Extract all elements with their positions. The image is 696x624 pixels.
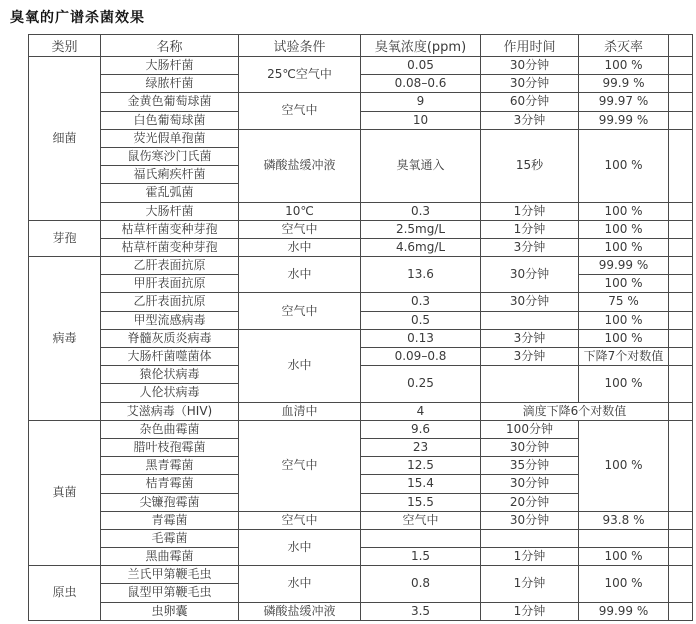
- concentration-cell: [361, 529, 481, 547]
- concentration-cell: 0.5: [361, 311, 481, 329]
- name-cell: 脊髓灰质炎病毒: [101, 329, 239, 347]
- clipped-extra-cell: [669, 220, 693, 238]
- time-cell: [481, 529, 579, 547]
- table-row: [29, 311, 693, 329]
- condition-cell: 血清中: [239, 402, 361, 420]
- name-cell: 甲肝表面抗原: [101, 275, 239, 293]
- killrate-cell: 75 %: [579, 293, 669, 311]
- concentration-cell: 23: [361, 438, 481, 456]
- table-row: [29, 293, 693, 311]
- clipped-extra-cell: [669, 57, 693, 75]
- column-header-category: 类别: [29, 35, 101, 57]
- name-cell: 黑曲霉菌: [101, 548, 239, 566]
- time-cell: 15秒: [481, 129, 579, 202]
- concentration-cell: 15.4: [361, 475, 481, 493]
- time-cell: 3分钟: [481, 238, 579, 256]
- killrate-cell: 100 %: [579, 566, 669, 602]
- killrate-cell: 100 %: [579, 238, 669, 256]
- column-header-time: 作用时间: [481, 35, 579, 57]
- page: [0, 7, 696, 621]
- killrate-cell: 93.8 %: [579, 511, 669, 529]
- clipped-extra-cell: [669, 202, 693, 220]
- table-row: [29, 602, 693, 620]
- clipped-extra-cell: [669, 93, 693, 111]
- killrate-cell: 100 %: [579, 366, 669, 402]
- name-cell: 大肠杆菌: [101, 202, 239, 220]
- condition-cell: 25℃空气中: [239, 57, 361, 93]
- name-cell: 大肠杆菌: [101, 57, 239, 75]
- table-body: [29, 57, 693, 621]
- clipped-extra-cell: [669, 311, 693, 329]
- concentration-cell: 12.5: [361, 457, 481, 475]
- name-cell: 尖镰孢霉菌: [101, 493, 239, 511]
- killrate-cell: 100 %: [579, 202, 669, 220]
- name-cell: 兰氏甲第鞭毛虫: [101, 566, 239, 584]
- name-cell: 人伦状病毒: [101, 384, 239, 402]
- clipped-extra-cell: [669, 602, 693, 620]
- condition-cell: 空气中: [239, 511, 361, 529]
- time-cell: 1分钟: [481, 202, 579, 220]
- killrate-cell: 100 %: [579, 420, 669, 511]
- concentration-cell: 0.3: [361, 293, 481, 311]
- concentration-cell: 臭氧通入: [361, 129, 481, 202]
- table-row: [29, 566, 693, 584]
- time-cell: 3分钟: [481, 329, 579, 347]
- category-cell: 病毒: [29, 257, 101, 421]
- table-row: [29, 366, 693, 384]
- name-cell: 杂色曲霉菌: [101, 420, 239, 438]
- concentration-cell: 0.05: [361, 57, 481, 75]
- table-row: [29, 257, 693, 275]
- time-cell: 30分钟: [481, 293, 579, 311]
- killrate-cell: 100 %: [579, 129, 669, 202]
- killrate-cell: 100 %: [579, 311, 669, 329]
- time-cell: 100分钟: [481, 420, 579, 438]
- killrate-cell: 99.99 %: [579, 111, 669, 129]
- killrate-cell: 99.99 %: [579, 602, 669, 620]
- concentration-cell: 4: [361, 402, 481, 420]
- condition-cell: 水中: [239, 566, 361, 602]
- table-row: [29, 548, 693, 566]
- concentration-cell: 13.6: [361, 257, 481, 293]
- table-row: [29, 529, 693, 547]
- clipped-extra-cell: [669, 257, 693, 275]
- concentration-cell: 0.09–0.8: [361, 348, 481, 366]
- condition-cell: 10℃: [239, 202, 361, 220]
- name-cell: 鼠伤寒沙门氏菌: [101, 147, 239, 165]
- table-row: [29, 93, 693, 111]
- table-row: [29, 511, 693, 529]
- condition-cell: 空气中: [239, 293, 361, 329]
- table-header: [29, 35, 693, 57]
- concentration-cell: 0.25: [361, 366, 481, 402]
- column-header-killrate: 杀灭率: [579, 35, 669, 57]
- name-cell: 白色葡萄球菌: [101, 111, 239, 129]
- killrate-cell: 100 %: [579, 275, 669, 293]
- condition-cell: 水中: [239, 257, 361, 293]
- table-row: [29, 57, 693, 75]
- name-cell: 枯草杆菌变种芽孢: [101, 220, 239, 238]
- condition-cell: 水中: [239, 238, 361, 256]
- condition-cell: 空气中: [239, 93, 361, 129]
- name-cell: 毛霉菌: [101, 529, 239, 547]
- time-cell: 30分钟: [481, 511, 579, 529]
- clipped-extra-cell: [669, 402, 693, 420]
- concentration-cell: 2.5mg/L: [361, 220, 481, 238]
- name-cell: 霍乱弧菌: [101, 184, 239, 202]
- category-cell: 原虫: [29, 566, 101, 621]
- killrate-cell: 100 %: [579, 57, 669, 75]
- clipped-extra-cell: [669, 511, 693, 529]
- name-cell: 桔青霉菌: [101, 475, 239, 493]
- concentration-cell: 4.6mg/L: [361, 238, 481, 256]
- clipped-extra-cell: [669, 366, 693, 402]
- concentration-cell: 0.08–0.6: [361, 75, 481, 93]
- time-cell: 1分钟: [481, 220, 579, 238]
- table-row: [29, 75, 693, 93]
- name-cell: 绿脓杆菌: [101, 75, 239, 93]
- header-row: [29, 35, 693, 57]
- condition-cell: 空气中: [239, 420, 361, 511]
- category-cell: 细菌: [29, 57, 101, 221]
- table-row: [29, 329, 693, 347]
- table-row: [29, 220, 693, 238]
- concentration-cell: 9.6: [361, 420, 481, 438]
- time-cell: 60分钟: [481, 93, 579, 111]
- time-cell: 30分钟: [481, 438, 579, 456]
- name-cell: 金黄色葡萄球菌: [101, 93, 239, 111]
- concentration-cell: 10: [361, 111, 481, 129]
- clipped-extra-cell: [669, 566, 693, 602]
- condition-cell: 水中: [239, 329, 361, 402]
- time-cell: 1分钟: [481, 566, 579, 602]
- condition-cell: 磷酸盐缓冲液: [239, 602, 361, 620]
- killrate-cell: 下降7个对数值: [579, 348, 669, 366]
- time-cell: 30分钟: [481, 475, 579, 493]
- clipped-extra-cell: [669, 275, 693, 293]
- killrate-cell: 99.9 %: [579, 75, 669, 93]
- column-header-concentration: 臭氧浓度(ppm): [361, 35, 481, 57]
- concentration-cell: 9: [361, 93, 481, 111]
- column-header-condition: 试验条件: [239, 35, 361, 57]
- table-row: [29, 420, 693, 438]
- name-cell: 枯草杆菌变种芽孢: [101, 238, 239, 256]
- name-cell: 福氏痢疾杆菌: [101, 166, 239, 184]
- time-cell: 3分钟: [481, 111, 579, 129]
- time-cell: 20分钟: [481, 493, 579, 511]
- name-cell: 乙肝表面抗原: [101, 293, 239, 311]
- killrate-cell: 99.99 %: [579, 257, 669, 275]
- concentration-cell: 0.13: [361, 329, 481, 347]
- clipped-extra-cell: [669, 238, 693, 256]
- condition-cell: 空气中: [239, 220, 361, 238]
- killrate-cell: 99.97 %: [579, 93, 669, 111]
- table-row: [29, 129, 693, 147]
- name-cell: 大肠杆菌噬菌体: [101, 348, 239, 366]
- concentration-cell: 1.5: [361, 548, 481, 566]
- clipped-extra-cell: [669, 348, 693, 366]
- killrate-cell: 100 %: [579, 548, 669, 566]
- concentration-cell: 15.5: [361, 493, 481, 511]
- category-cell: 真菌: [29, 420, 101, 566]
- table-row: [29, 202, 693, 220]
- clipped-extra-cell: [669, 548, 693, 566]
- clipped-extra-cell: [669, 529, 693, 547]
- table-row: [29, 238, 693, 256]
- name-cell: 猿伦状病毒: [101, 366, 239, 384]
- time-cell: [481, 366, 579, 402]
- concentration-cell: 0.3: [361, 202, 481, 220]
- time-cell: [481, 311, 579, 329]
- name-cell: 鼠型甲第鞭毛虫: [101, 584, 239, 602]
- time-cell: 1分钟: [481, 548, 579, 566]
- time-cell: 35分钟: [481, 457, 579, 475]
- condition-cell: 磷酸盐缓冲液: [239, 129, 361, 202]
- time-cell: 30分钟: [481, 75, 579, 93]
- page-title: 臭氧的广谱杀菌效果: [10, 10, 145, 26]
- clipped-extra-cell: [669, 129, 693, 202]
- killrate-cell: 100 %: [579, 329, 669, 347]
- concentration-cell: 空气中: [361, 511, 481, 529]
- killrate-cell: 100 %: [579, 220, 669, 238]
- name-cell: 虫卵囊: [101, 602, 239, 620]
- name-cell: 荧光假单孢菌: [101, 129, 239, 147]
- column-header-clipped-extra: [669, 35, 693, 57]
- table-row: [29, 402, 693, 420]
- name-cell: 青霉菌: [101, 511, 239, 529]
- time-cell: 滴度下降6个对数值: [481, 402, 669, 420]
- clipped-extra-cell: [669, 293, 693, 311]
- time-cell: 3分钟: [481, 348, 579, 366]
- name-cell: 黑青霉菌: [101, 457, 239, 475]
- category-cell: 芽孢: [29, 220, 101, 256]
- name-cell: 艾滋病毒（HIV): [101, 402, 239, 420]
- killrate-cell: [579, 529, 669, 547]
- table-row: [29, 348, 693, 366]
- concentration-cell: 3.5: [361, 602, 481, 620]
- name-cell: 乙肝表面抗原: [101, 257, 239, 275]
- concentration-cell: 0.8: [361, 566, 481, 602]
- condition-cell: 水中: [239, 529, 361, 565]
- table-row: [29, 111, 693, 129]
- time-cell: 30分钟: [481, 57, 579, 75]
- time-cell: 30分钟: [481, 257, 579, 293]
- ozone-sterilization-table: [28, 34, 693, 621]
- clipped-extra-cell: [669, 329, 693, 347]
- name-cell: 甲型流感病毒: [101, 311, 239, 329]
- clipped-extra-cell: [669, 111, 693, 129]
- name-cell: 腊叶枝孢霉菌: [101, 438, 239, 456]
- time-cell: 1分钟: [481, 602, 579, 620]
- clipped-extra-cell: [669, 420, 693, 511]
- column-header-name: 名称: [101, 35, 239, 57]
- clipped-extra-cell: [669, 75, 693, 93]
